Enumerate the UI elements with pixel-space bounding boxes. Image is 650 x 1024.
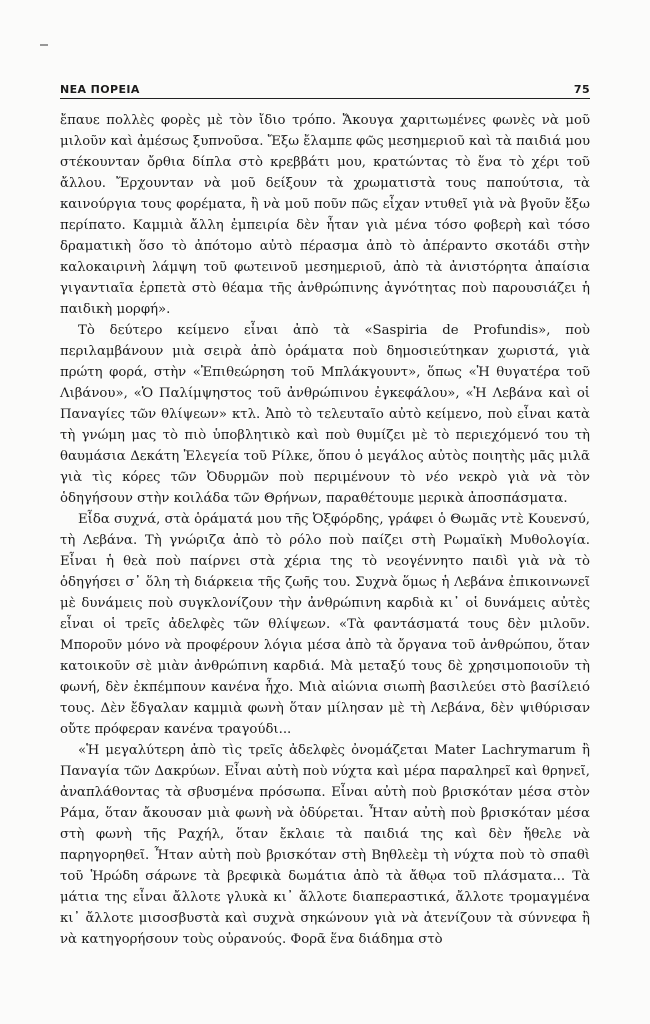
paragraph: Τὸ δεύτερο κείμενο εἶναι ἀπὸ τὰ «Saspiria de Profundis», ποὺ περιλαμβάνουν μιὰ σειρὰ ἀπὸ ὁράματα ποὺ δημοσιεύτηκαν χωριστά, γιὰ πρώτη φορά, στὴν «Ἐπιθεώρηση τοῦ Μπλάκγουντ», ὅπως «Ἡ θυγατέρα τοῦ Λιβάνου», «Ὁ Παλίμψηστος τοῦ ἀνθρώπινου ἐγκεφάλου», «Ἡ Λεβάνα καὶ οἱ Παναγίες τῶν θλίψεων» κτλ. Ἀπὸ τὸ τελευταῖο αὐτὸ κείμενο, ποὺ εἶναι κατὰ τὴ γνώμη μας τὸ πιὸ ὑποβλητικὸ καὶ ποὺ θυμίζει μὲ τὸ περιεχόμενό του τὴ θαυμάσια Δεκάτη Ἐλεγεία τοῦ Ρίλκε, ὅπου ὁ μεγάλος αὐτὸς ποιητὴς μᾶς μιλᾶ γιὰ τὶς κόρες τῶν Ὀδυρμῶν ποὺ περιμένουν τὸ νέο νεκρὸ γιὰ νὰ τὸν ὁδηγήσουν στὴν κοιλάδα τῶν Θρήνων, παραθέτουμε μερικὰ ἀποσπάσματα. <box>60 323 590 506</box>
paragraph: «Ἡ μεγαλύτερη ἀπὸ τὶς τρεῖς ἀδελφὲς ὀνομάζεται Mater Lachrymarum ἢ Παναγία τῶν Δακρύων. Εἶναι αὐτὴ ποὺ νύχτα καὶ μέρα παραληρεῖ καὶ θρηνεῖ, ἀναπλάθοντας τὰ σβυσμένα πρόσωπα. Εἶναι αὐτὴ ποὺ βρισκόταν μέσα στὸν Ράμα, ὅταν ἄκουσαν μιὰ φωνὴ νὰ ὀδύρεται. Ἦταν αὐτὴ ποὺ βρισκόταν μέσα στὴ φωνὴ τῆς Ραχήλ, ὅταν ἔκλαιε τὰ παιδιά της καὶ δὲν ἤθελε νὰ παρηγορηθεῖ. Ἦταν αὐτὴ ποὺ βρισκόταν στὴ Βηθλεὲμ τὴ νύχτα ποὺ τὸ σπαθὶ τοῦ Ἡρώδη σάρωνε τὰ βρεφικὰ δωμάτια ἀπὸ τὰ ἄθῳα τοῦ πλάσματα... Τὰ μάτια της εἶναι ἄλλοτε γλυκὰ κι᾿ ἄλλοτε διαπεραστικά, ἄλλοτε τρομαγμένα κι᾿ ἄλλοτε μισοσβυστὰ καὶ συχνὰ σηκώνουν γιὰ νὰ ἀτενίζουν τὰ σύννεφα ἢ νὰ κατηγορήσουν τοὺς οὐρανούς. Φορᾶ ἕνα διάδημα στὸ <box>60 743 590 947</box>
scan-mark <box>40 44 48 46</box>
paragraph: Εἶδα συχνά, στὰ ὁράματά μου τῆς Ὀξφόρδης, γράφει ὁ Θωμᾶς ντὲ Κουενσύ, τὴ Λεβάνα. Τὴ γνώριζα ἀπὸ τὸ ρόλο ποὺ παίζει στὴ Ρωμαϊκὴ Μυθολογία. Εἶναι ἡ θεὰ ποὺ παίρνει στὰ χέρια της τὸ νεογέννητο παιδὶ γιὰ νὰ τὸ ὁδηγήσει σ᾿ ὅλη τὴ διάρκεια τῆς ζωῆς του. Συχνὰ ὅμως ἡ Λεβάνα ἐπικοινωνεῖ μὲ δυνάμεις ποὺ συγκλονίζουν τὴν ἀνθρώπινη καρδιὰ κι᾿ οἱ δυνάμεις αὐτὲς εἶναι οἱ τρεῖς ἀδελφὲς τῶν θλίψεων. «Τὰ φαντάσματά τους δὲν μιλοῦν. Μποροῦν μόνο νὰ προφέρουν λόγια μέσα ἀπὸ τὰ ὄργανα τοῦ ἀνθρώπου, ὅταν κατοικοῦν σὲ μιὰν ἀνθρώπινη καρδιά. Μὰ μεταξύ τους δὲ χρησιμοποιοῦν τὴ φωνή, δὲν ἐκπέμπουν κανένα ἦχο. Μιὰ αἰώνια σιωπὴ βασιλεύει στὸ βασίλειό τους. Δὲν ἔδγαλαν καμμιὰ φωνὴ ὅταν μίλησαν μὲ τὴ Λεβάνα, δὲν ψιθύρισαν οὔτε πρόφεραν κανένα τραγούδι... <box>60 512 590 737</box>
body-text <box>60 110 590 950</box>
header-rule <box>60 98 590 99</box>
page-number: 75 <box>573 83 590 96</box>
running-title: ΝΕΑ ΠΟΡΕΙΑ <box>60 83 140 96</box>
paragraph: ἔπαυε πολλὲς φορὲς μὲ τὸν ἴδιο τρόπο. Ἄκουγα χαριτωμένες φωνὲς νὰ μοῦ μιλοῦν καὶ ἀμέσως ξυπνοῦσα. Ἔξω ἔλαμπε φῶς μεσημεριοῦ καὶ τὰ παιδιά μου στέκουνταν ὄρθια δίπλα στὸ κρεββάτι μου, κρατώντας τὸ ἕνα τὸ χέρι τοῦ ἄλλου. Ἔρχουνταν νὰ μοῦ δείξουν τὰ χρωματιστὰ τους παπούτσια, τὰ καινούργια τους φορέματα, ἢ νὰ μοῦ ποῦν πῶς εἶχαν ντυθεῖ γιὰ νὰ βγοῦν ἔξω περίπατο. Καμμιὰ ἄλλη ἐμπειρία δὲν ἦταν γιὰ μένα τόσο φοβερὴ καὶ τόσο δραματικὴ ὅσο τὸ ἀπότομο αὐτὸ πέρασμα ἀπὸ τὸ ἀπέραντο σκοτάδι στὴν καλοκαιρινὴ λάμψη τοῦ φωτεινοῦ μεσημεριοῦ, ἀπὸ τὰ ἀνιστόρητα ἀπαίσια γιγαντιαῖα ἑρπετὰ στὸ θέαμα τῆς ἀνθρώπινης ἀγνότητας ποὺ παρουσιάζει ἡ παιδικὴ μορφή». <box>60 113 590 317</box>
running-header <box>60 78 590 96</box>
